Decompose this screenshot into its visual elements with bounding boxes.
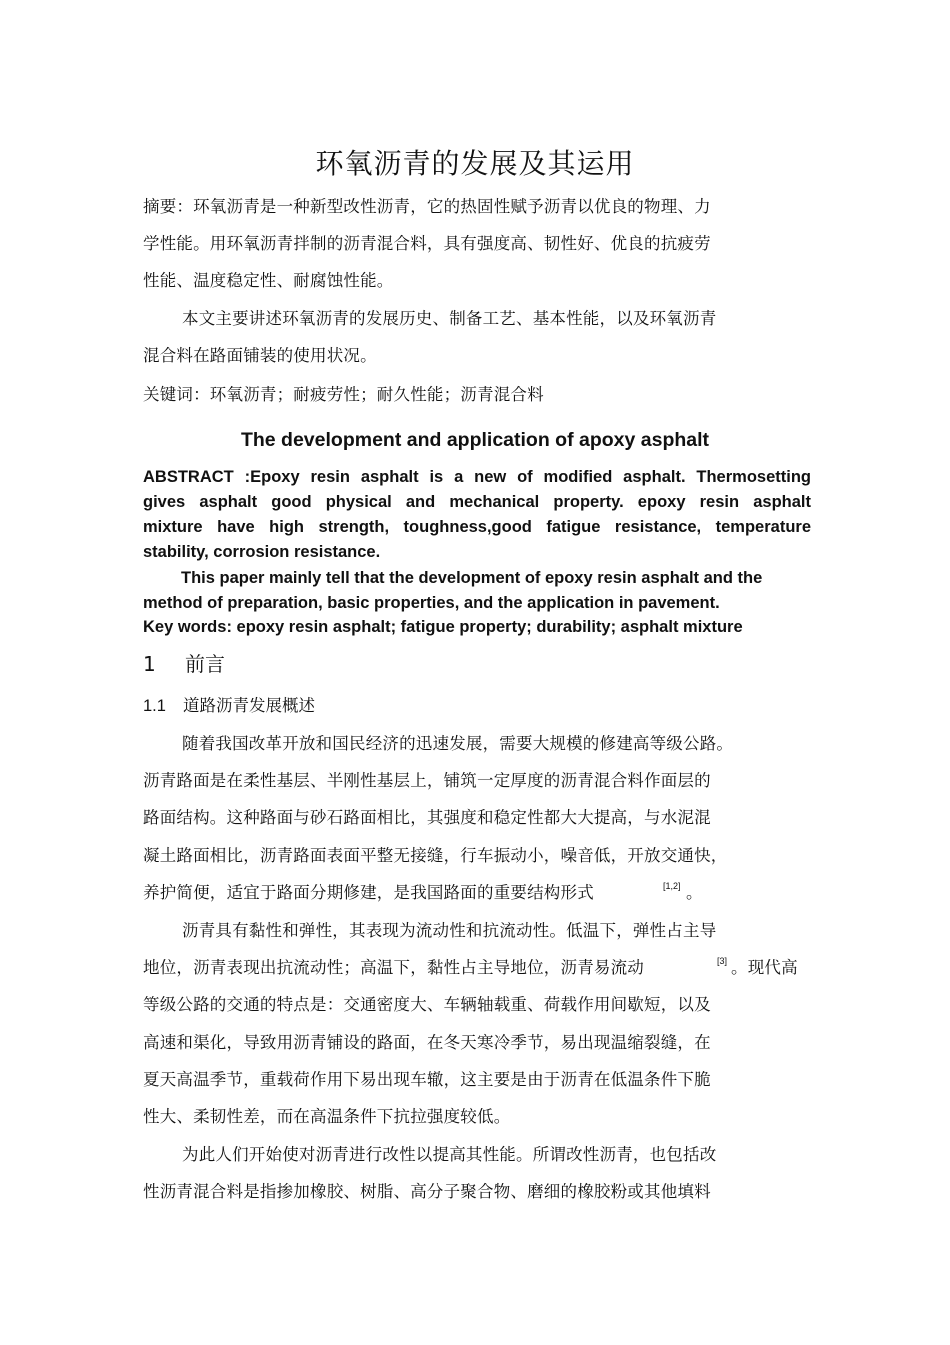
- abstract-cn-line: 本文主要讲述环氧沥青的发展历史、制备工艺、基本性能，以及环氧沥青: [182, 309, 717, 328]
- title-english: The development and application of apoxy asphalt: [240, 429, 710, 451]
- body-line: 等级公路的交通的特点是：交通密度大、车辆轴载重、荷载作用间歇短，以及: [143, 995, 711, 1014]
- abstract-en-line: gives asphalt good physical and mechanical property. epoxy resin asphalt: [143, 493, 811, 511]
- title-chinese: 环氧沥青的发展及其运用: [315, 147, 635, 180]
- body-line: 沥青路面是在柔性基层、半刚性基层上，铺筑一定厚度的沥青混合料作面层的: [143, 771, 711, 790]
- body-line: 沥青具有黏性和弹性，其表现为流动性和抗流动性。低温下，弹性占主导: [182, 921, 717, 940]
- section-number: 1: [143, 652, 156, 676]
- citation-tail: 。: [686, 883, 703, 902]
- body-line: 高速和渠化，导致用沥青铺设的路面，在冬天寒冷季节，易出现温缩裂缝，在: [143, 1033, 711, 1052]
- body-line: 养护简便，适宜于路面分期修建，是我国路面的重要结构形式: [143, 883, 594, 902]
- subsection-title: 道路沥青发展概述: [183, 696, 315, 715]
- abstract-cn-line: 混合料在路面铺装的使用状况。: [143, 346, 377, 365]
- abstract-en-line: method of preparation, basic properties, and the application in pavement.: [143, 594, 720, 612]
- citation-tail: 。现代高: [731, 958, 798, 977]
- body-line: 地位，沥青表现出抗流动性；高温下，黏性占主导地位，沥青易流动: [143, 958, 644, 977]
- keywords-cn: 关键词：环氧沥青；耐疲劳性；耐久性能；沥青混合料: [143, 385, 544, 404]
- abstract-en-line: stability, corrosion resistance.: [143, 543, 381, 561]
- body-line: 路面结构。这种路面与砂石路面相比，其强度和稳定性都大大提高，与水泥混: [143, 808, 711, 827]
- abstract-en-line: This paper mainly tell that the development of epoxy resin asphalt and the: [181, 569, 763, 587]
- citation-ref: [3]: [717, 956, 728, 966]
- abstract-cn-line: 学性能。用环氧沥青拌制的沥青混合料，具有强度高、韧性好、优良的抗疲劳: [143, 234, 711, 253]
- body-line: 性大、柔韧性差，而在高温条件下抗拉强度较低。: [143, 1107, 511, 1126]
- abstract-en-line: ABSTRACT :Epoxy resin asphalt is a new of modified asphalt. Thermosetting: [143, 468, 811, 486]
- keywords-en: Key words: epoxy resin asphalt; fatigue property; durability; asphalt mixture: [143, 618, 743, 636]
- body-line: 随着我国改革开放和国民经济的迅速发展，需要大规模的修建高等级公路。: [182, 734, 734, 753]
- section-heading-1: [143, 651, 225, 677]
- abstract-cn-line: 性能、温度稳定性、耐腐蚀性能。: [143, 271, 394, 290]
- body-line: 夏天高温季节，重载荷作用下易出现车辙，这主要是由于沥青在低温条件下脆: [143, 1070, 711, 1089]
- abstract-en-line: mixture have high strength, toughness,good fatigue resistance, temperature: [143, 518, 811, 536]
- subsection-number: 1.1: [143, 697, 166, 715]
- body-line: 凝土路面相比，沥青路面表面平整无接缝，行车振动小，噪音低，开放交通快，: [143, 846, 728, 865]
- abstract-cn-line: 摘要：环氧沥青是一种新型改性沥青，它的热固性赋予沥青以优良的物理、力: [143, 197, 711, 216]
- citation-ref: [1,2]: [663, 881, 681, 891]
- body-line: 为此人们开始使对沥青进行改性以提高其性能。所谓改性沥青，也包括改: [182, 1145, 717, 1164]
- section-title: 前言: [185, 652, 225, 676]
- body-line: 性沥青混合料是指掺加橡胶、树脂、高分子聚合物、磨细的橡胶粉或其他填料: [143, 1182, 711, 1201]
- section-heading-1-1: [143, 695, 315, 717]
